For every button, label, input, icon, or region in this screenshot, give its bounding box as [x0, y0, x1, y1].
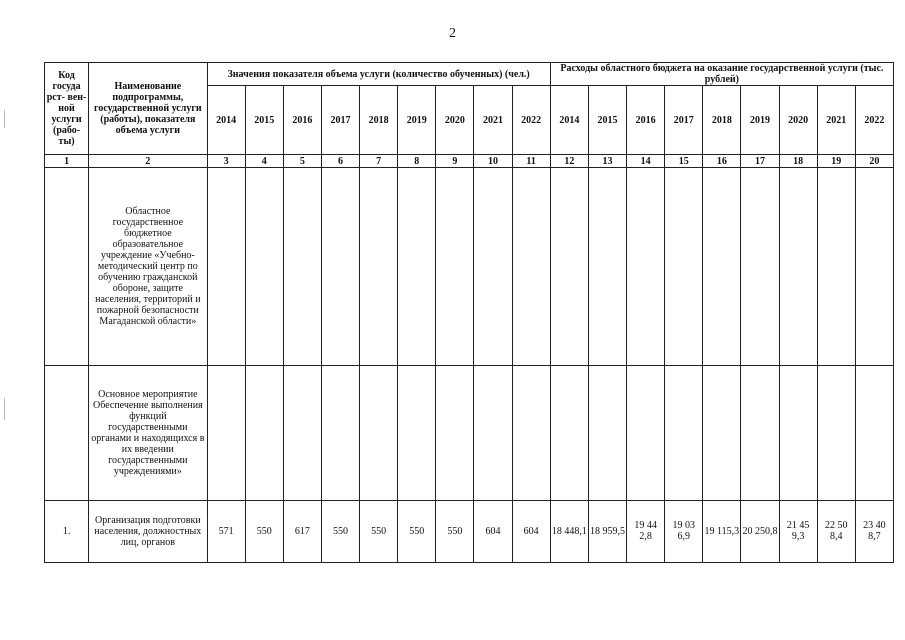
header-expenses-year: 2021: [817, 86, 855, 155]
header-volume-year: 2015: [245, 86, 283, 155]
volume-cell: [321, 168, 359, 365]
scan-edge-mark: [4, 398, 5, 420]
header-expenses-group: Расходы областного бюджета на оказание государственной услуги (тыс. рублей): [550, 63, 893, 86]
column-number: 11: [512, 155, 550, 168]
column-number: 5: [283, 155, 321, 168]
volume-cell: 617: [283, 500, 321, 562]
expense-cell: [627, 168, 665, 365]
table-row: [45, 168, 894, 365]
header-expenses-year: 2017: [665, 86, 703, 155]
expense-cell: 19 115,3: [703, 500, 741, 562]
header-name: Наименование подпрограммы, государственной услуги (работы), показателя объема услуги: [89, 63, 207, 155]
header-volume-group: Значения показателя объема услуги (количество обученных) (чел.): [207, 63, 550, 86]
volume-cell: [360, 168, 398, 365]
column-number: 4: [245, 155, 283, 168]
volume-cell: [207, 168, 245, 365]
column-number: 18: [779, 155, 817, 168]
expense-cell: 19 03 6,9: [665, 500, 703, 562]
column-number: 20: [855, 155, 893, 168]
expense-cell: [741, 365, 779, 500]
volume-cell: 550: [436, 500, 474, 562]
volume-cell: [398, 365, 436, 500]
column-number-row: [45, 155, 894, 168]
volume-cell: [321, 365, 359, 500]
column-number: 9: [436, 155, 474, 168]
column-number: 1: [45, 155, 89, 168]
volume-cell: [436, 365, 474, 500]
header-volume-year: 2018: [360, 86, 398, 155]
header-volume-year: 2022: [512, 86, 550, 155]
column-number: 15: [665, 155, 703, 168]
expense-cell: [779, 168, 817, 365]
expense-cell: [703, 365, 741, 500]
volume-cell: 604: [474, 500, 512, 562]
column-number: 10: [474, 155, 512, 168]
expense-cell: 21 45 9,3: [779, 500, 817, 562]
volume-cell: 550: [245, 500, 283, 562]
column-number: 14: [627, 155, 665, 168]
volume-cell: [512, 168, 550, 365]
expense-cell: [665, 168, 703, 365]
column-number: 6: [321, 155, 359, 168]
scan-edge-mark: [4, 110, 5, 128]
row-code: [45, 365, 89, 500]
expense-cell: [588, 365, 626, 500]
expense-cell: 22 50 8,4: [817, 500, 855, 562]
expense-cell: 20 250,8: [741, 500, 779, 562]
expense-cell: 23 40 8,7: [855, 500, 893, 562]
header-volume-year: 2021: [474, 86, 512, 155]
page-number: 2: [449, 26, 456, 41]
row-name: Основное мероприятие Обеспечение выполнения функций государственными органами и находящихся в их введении государственными учреждениями»: [89, 365, 207, 500]
volume-cell: [436, 168, 474, 365]
header-volume-year: 2019: [398, 86, 436, 155]
header-expenses-year: 2020: [779, 86, 817, 155]
volume-cell: 550: [360, 500, 398, 562]
services-table: [44, 62, 894, 563]
table-row: [45, 365, 894, 500]
volume-cell: [360, 365, 398, 500]
row-code: 1.: [45, 500, 89, 562]
column-number: 13: [588, 155, 626, 168]
volume-cell: [245, 168, 283, 365]
expense-cell: 19 44 2,8: [627, 500, 665, 562]
volume-cell: 571: [207, 500, 245, 562]
expense-cell: [550, 168, 588, 365]
header-volume-year: 2016: [283, 86, 321, 155]
row-code: [45, 168, 89, 365]
expense-cell: [741, 168, 779, 365]
column-number: 7: [360, 155, 398, 168]
volume-cell: [398, 168, 436, 365]
expense-cell: [855, 365, 893, 500]
volume-cell: [207, 365, 245, 500]
row-name: Организация подготовки населения, должностных лиц, органов: [89, 500, 207, 562]
volume-cell: 550: [321, 500, 359, 562]
volume-cell: [283, 168, 321, 365]
volume-cell: [474, 365, 512, 500]
column-number: 12: [550, 155, 588, 168]
header-expenses-year: 2018: [703, 86, 741, 155]
column-number: 8: [398, 155, 436, 168]
expense-cell: 18 959,5: [588, 500, 626, 562]
column-number: 17: [741, 155, 779, 168]
column-number: 2: [89, 155, 207, 168]
volume-cell: 550: [398, 500, 436, 562]
volume-cell: [474, 168, 512, 365]
header-code: Код госуда рст- вен- ной услуги (рабо- ты): [45, 63, 89, 155]
volume-cell: [245, 365, 283, 500]
header-expenses-year: 2015: [588, 86, 626, 155]
header-expenses-year: 2016: [627, 86, 665, 155]
expense-cell: [703, 168, 741, 365]
expense-cell: [665, 365, 703, 500]
expense-cell: [779, 365, 817, 500]
volume-cell: 604: [512, 500, 550, 562]
header-expenses-year: 2019: [741, 86, 779, 155]
column-number: 3: [207, 155, 245, 168]
column-number: 19: [817, 155, 855, 168]
volume-cell: [283, 365, 321, 500]
header-volume-year: 2020: [436, 86, 474, 155]
column-number: 16: [703, 155, 741, 168]
header-volume-year: 2017: [321, 86, 359, 155]
header-expenses-year: 2014: [550, 86, 588, 155]
table-row: [45, 500, 894, 562]
expense-cell: 18 448,1: [550, 500, 588, 562]
expense-cell: [627, 365, 665, 500]
header-volume-year: 2014: [207, 86, 245, 155]
header-expenses-year: 2022: [855, 86, 893, 155]
expense-cell: [588, 168, 626, 365]
row-name: Областное государственное бюджетное образовательное учреждение «Учебно- методический центр по обучению гражданской обороне, защите населения, территорий и пожарной безопасности Магаданской области»: [89, 168, 207, 365]
expense-cell: [855, 168, 893, 365]
expense-cell: [817, 168, 855, 365]
volume-cell: [512, 365, 550, 500]
expense-cell: [817, 365, 855, 500]
expense-cell: [550, 365, 588, 500]
